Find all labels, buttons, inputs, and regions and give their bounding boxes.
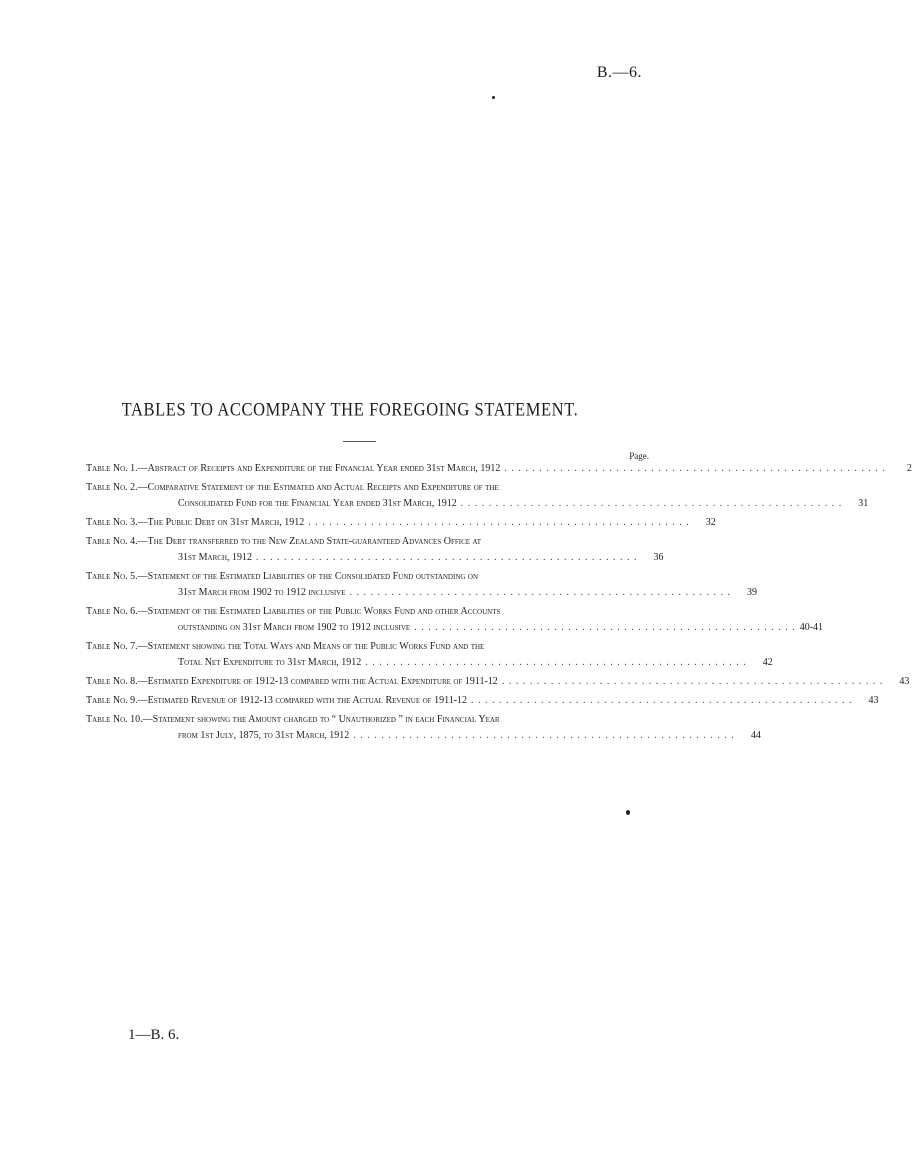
table-of-contents (86, 461, 912, 747)
toc-entry-text: —The Debt transferred to the New Zealand State-guaranteed Advances Office at (137, 536, 482, 547)
toc-entry (86, 480, 869, 512)
toc-entry-page: 44 (750, 730, 761, 741)
toc-entry-page: 36 (653, 552, 664, 563)
toc-entry-line (86, 674, 910, 690)
toc-entry-page: 2 (906, 463, 912, 474)
toc-entry-page: 43 (899, 676, 910, 687)
print-speck (492, 96, 495, 99)
page-column-heading: Page. (629, 451, 649, 461)
toc-entry-page: 40-41 (799, 622, 824, 633)
toc-entry-line (86, 620, 824, 636)
toc-entry-text: —Statement of the Estimated Liabilities of the Consolidated Fund outstanding on (137, 571, 479, 582)
footer-signature: 1—B. 6. (128, 1027, 180, 1043)
print-speck (626, 810, 630, 815)
toc-entry (86, 461, 912, 477)
toc-entry-line (86, 655, 773, 671)
toc-entry-text: —Comparative Statement of the Estimated and Actual Receipts and Expenditure of the (137, 482, 499, 493)
toc-entry-text: —Estimated Revenue of 1912-13 compared with the Actual Revenue of 1911-12 (137, 695, 468, 706)
toc-entry-page: 42 (762, 657, 773, 668)
toc-entry-line (86, 569, 642, 585)
toc-entry-label: Table No. 6. (86, 606, 138, 617)
dot-leader: . . . . . . . . . . . . . . . . . . . . . . . . . . . . . . . . . . . . . . . . . . . . . . . . . . . . . . . (501, 676, 884, 687)
toc-entry-label: Table No. 3. (86, 517, 138, 528)
toc-entry-line (86, 585, 757, 601)
toc-entry-line (86, 693, 879, 709)
toc-entry-line (86, 515, 716, 531)
toc-entry-text: 31st March, 1912 (178, 552, 253, 563)
toc-entry-page: 43 (868, 695, 879, 706)
toc-entry-label: Table No. 7. (86, 641, 138, 652)
dot-leader: . . . . . . . . . . . . . . . . . . . . . . . . . . . . . . . . . . . . . . . . . . . . . . . . . . . . . . . (471, 695, 853, 706)
toc-entry (86, 693, 879, 709)
toc-entry-label: Table No. 2. (86, 482, 138, 493)
toc-entry-line (86, 480, 642, 496)
dot-leader: . . . . . . . . . . . . . . . . . . . . . . . . . . . . . . . . . . . . . . . . . . . . . . . . . . . . . . . (414, 622, 796, 633)
toc-entry-text: —Statement of the Estimated Liabilities of the Public Works Fund and other Accounts (137, 606, 501, 617)
toc-entry-text: outstanding on 31st March from 1902 to 1912 inclusive (178, 622, 411, 633)
toc-entry-page: 39 (747, 587, 757, 598)
toc-entry (86, 712, 761, 744)
toc-entry (86, 569, 757, 601)
toc-entry-label: Table No. 5. (86, 571, 138, 582)
toc-entry-label: Table No. 8. (86, 676, 138, 687)
page-reference: B.—6. (596, 64, 642, 81)
toc-entry-line (86, 461, 912, 477)
toc-entry-line (86, 712, 642, 728)
toc-entry-text: Consolidated Fund for the Financial Year ended 31st March, 1912 (178, 498, 457, 509)
toc-entry-text: —Statement showing the Total Ways and Means of the Public Works Fund and the (137, 641, 485, 652)
dot-leader: . . . . . . . . . . . . . . . . . . . . . . . . . . . . . . . . . . . . . . . . . . . . . . . . . . . . . . . (349, 587, 731, 598)
toc-entry-line (86, 604, 642, 620)
dot-leader: . . . . . . . . . . . . . . . . . . . . . . . . . . . . . . . . . . . . . . . . . . . . . . . . . . . . . . . (308, 517, 690, 528)
toc-entry (86, 639, 773, 671)
toc-entry-page: 32 (705, 517, 716, 528)
dot-leader: . . . . . . . . . . . . . . . . . . . . . . . . . . . . . . . . . . . . . . . . . . . . . . . . . . . . . . . (256, 552, 638, 563)
toc-entry (86, 604, 824, 636)
toc-entry-text: 31st March from 1902 to 1912 inclusive (178, 587, 346, 598)
dot-leader: . . . . . . . . . . . . . . . . . . . . . . . . . . . . . . . . . . . . . . . . . . . . . . . . . . . . . . . (504, 463, 886, 474)
dot-leader: . . . . . . . . . . . . . . . . . . . . . . . . . . . . . . . . . . . . . . . . . . . . . . . . . . . . . . . (353, 730, 735, 741)
toc-entry-line (86, 550, 664, 566)
toc-entry-line (86, 496, 869, 512)
toc-entry (86, 674, 910, 690)
toc-entry-text: Total Net Expenditure to 31st March, 1912 (178, 657, 362, 668)
title-divider (343, 441, 376, 442)
dot-leader: . . . . . . . . . . . . . . . . . . . . . . . . . . . . . . . . . . . . . . . . . . . . . . . . . . . . . . . (460, 498, 843, 509)
toc-entry-page: 31 (858, 498, 869, 509)
toc-entry-label: Table No. 4. (86, 536, 138, 547)
toc-entry (86, 534, 664, 566)
toc-entry-text: from 1st July, 1875, to 31st March, 1912 (178, 730, 350, 741)
toc-entry-text: —Estimated Expenditure of 1912-13 compared with the Actual Expenditure of 1911-12 (137, 676, 498, 687)
toc-entry (86, 515, 716, 531)
toc-entry-text: —Abstract of Receipts and Expenditure of the Financial Year ended 31st March, 1912 (137, 463, 501, 474)
toc-entry-text: —The Public Debt on 31st March, 1912 (137, 517, 305, 528)
document-title: TABLES TO ACCOMPANY THE FOREGOING STATEMENT. (121, 398, 579, 421)
toc-entry-label: Table No. 9. (86, 695, 138, 706)
dot-leader: . . . . . . . . . . . . . . . . . . . . . . . . . . . . . . . . . . . . . . . . . . . . . . . . . . . . . . . (365, 657, 747, 668)
toc-entry-text: —Statement showing the Amount charged to “ Unauthorized ” in each Financial Year (142, 714, 500, 725)
toc-entry-line (86, 639, 642, 655)
toc-entry-line (86, 534, 642, 550)
toc-entry-label: Table No. 1. (86, 463, 138, 474)
toc-entry-label: Table No. 10. (86, 714, 143, 725)
toc-entry-line (86, 728, 761, 744)
